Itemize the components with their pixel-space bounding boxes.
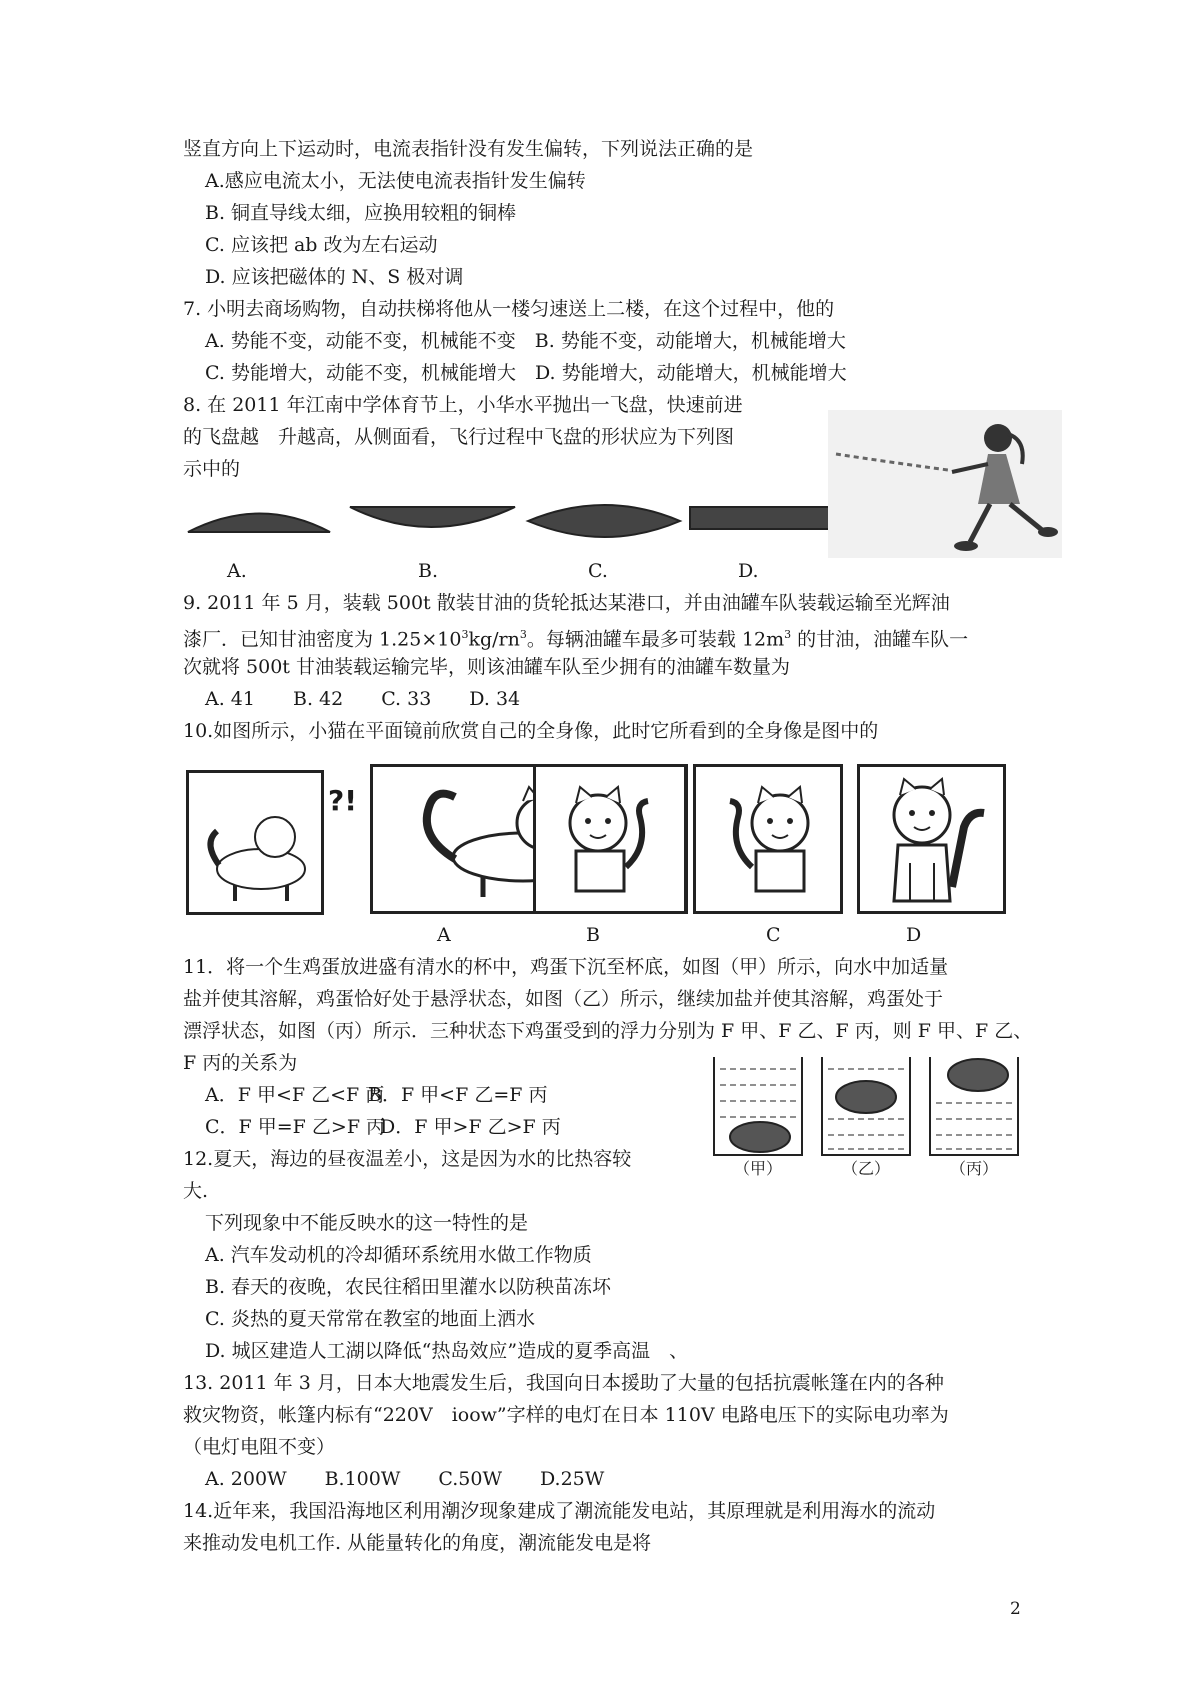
cup-yi	[822, 1057, 910, 1155]
q9-line2-part2: kg/rn	[468, 628, 520, 651]
q11-option-c: C．F 甲=F 乙>F 丙	[205, 1116, 386, 1138]
q11-option-d: D．F 甲>F 乙>F 丙	[380, 1116, 561, 1138]
q7-options-row1: A. 势能不变，动能不变，机械能不变 B. 势能不变，动能增大，机械能增大	[205, 330, 846, 352]
cat-option-b-picture	[533, 764, 687, 914]
q7-options-row2: C. 势能增大，动能不变，机械能增大 D. 势能增大，动能增大，机械能增大	[205, 362, 847, 384]
q8-label-b: B.	[418, 560, 439, 582]
q10-label-a: A	[437, 924, 451, 946]
q11-line3: 漂浮状态，如图（丙）所示．三种状态下鸡蛋受到的浮力分别为 F 甲、F 乙、F 丙，则 F 甲、F 乙、	[183, 1020, 1033, 1042]
q11-option-a: A．F 甲<F 乙<F 丙	[205, 1084, 385, 1106]
q10-label-b: B	[586, 924, 600, 946]
cat-option-c-picture	[693, 764, 843, 914]
q6-option-d: D. 应该把磁体的 N、S 极对调	[205, 266, 464, 288]
q9-line2-part3: 。每辆油罐车最多可装载 12m	[526, 628, 785, 651]
cat-front-view-c-drawing	[696, 767, 840, 911]
cup-label-jia: （甲）	[734, 1159, 783, 1178]
frisbee-shape-d	[690, 507, 830, 529]
q10-label-d: D	[906, 924, 922, 946]
q12-option-d: D. 城区建造人工湖以降低“热岛效应”造成的夏季高温 、	[205, 1340, 689, 1362]
q6-option-a: A.感应电流太小，无法使电流表指针发生偏转	[205, 170, 586, 192]
q14-line1: 14.近年来，我国沿海地区利用潮汐现象建成了潮流能发电站，其原理就是利用海水的流动	[183, 1500, 936, 1522]
q11-option-b: B．F 甲<F 乙=F 丙	[368, 1084, 548, 1106]
q12-line3: 下列现象中不能反映水的这一特性的是	[205, 1212, 529, 1234]
frisbee-shape-b	[350, 507, 515, 527]
q13-line1: 13. 2011 年 3 月，日本大地震发生后，我国向日本援助了大量的包括抗震帐篷在内的各种	[183, 1372, 944, 1394]
cat-option-d-picture	[857, 764, 1006, 914]
q8-label-d: D.	[738, 560, 759, 582]
mirror-scene-picture	[186, 770, 324, 915]
page-number: 2	[1010, 1599, 1021, 1619]
q9-line2-sup: 3	[461, 628, 469, 641]
q11-line2: 盐并使其溶解，鸡蛋恰好处于悬浮状态，如图（乙）所示，继续加盐并使其溶解，鸡蛋处于	[183, 988, 944, 1010]
q13-line2: 救灾物资，帐篷内标有“220V ioow”字样的电灯在日本 110V 电路电压下的实际电功率为	[183, 1404, 949, 1426]
q12-line1: 12.夏天，海边的昼夜温差小，这是因为水的比热容较	[183, 1148, 632, 1170]
cat-sitting-view-drawing	[860, 767, 1003, 911]
q9-line2-part4: 的甘油，油罐车队一	[791, 628, 969, 651]
q12-line2: 大.	[183, 1180, 209, 1202]
q9-line2	[183, 622, 968, 652]
frisbee-shape-a	[188, 514, 330, 533]
q10-label-c: C	[766, 924, 781, 946]
q13-line3: （电灯电阻不变）	[183, 1436, 336, 1458]
q10-stem: 10.如图所示，小猫在平面镜前欣赏自己的全身像，此时它所看到的全身像是图中的	[183, 720, 879, 742]
q14-line2: 来推动发电机工作. 从能量转化的角度，潮流能发电是将	[183, 1532, 652, 1554]
q7-stem: 7. 小明去商场购物，自动扶梯将他从一楼匀速送上二楼，在这个过程中，他的	[183, 298, 835, 320]
q6-stem: 竖直方向上下运动时，电流表指针没有发生偏转，下列说法正确的是	[183, 138, 754, 160]
q6-option-c: C. 应该把 ab 改为左右运动	[205, 234, 438, 256]
frisbee-shape-c	[528, 505, 680, 537]
q13-options: A. 200W B.100W C.50W D.25W	[205, 1468, 605, 1490]
cat-front-view-b-drawing	[536, 767, 684, 911]
q12-option-a: A. 汽车发动机的冷却循环系统用水做工作物质	[205, 1244, 592, 1266]
cup-jia	[714, 1057, 802, 1155]
q8-label-a: A.	[227, 560, 247, 582]
q9-line2-sup2: 3	[519, 628, 527, 641]
q12-option-b: B. 春天的夜晚，农民往稻田里灌水以防秧苗冻坏	[205, 1276, 612, 1298]
egg-sunk	[730, 1122, 790, 1152]
egg-floating	[948, 1059, 1008, 1091]
q8-line2: 的飞盘越 升越高，从侧面看，飞行过程中飞盘的形状应为下列图	[183, 426, 735, 448]
q9-line3: 次就将 500t 甘油装载运输完毕，则该油罐车队至少拥有的油罐车数量为	[183, 656, 790, 678]
q6-option-b: B. 铜直导线太细，应换用较粗的铜棒	[205, 202, 517, 224]
frisbee-shapes-figure	[180, 495, 820, 545]
q11-line1: 11．将一个生鸡蛋放进盛有清水的杯中，鸡蛋下沉至杯底，如图（甲）所示，向水中加适量	[183, 956, 949, 978]
egg-suspended	[836, 1081, 896, 1113]
girl-throwing-frisbee-picture	[828, 410, 1062, 558]
q9-line1: 9. 2011 年 5 月，装载 500t 散装甘油的货轮抵达某港口，并由油罐车队装载运输至光辉油	[183, 592, 950, 614]
q9-line2-part1: 漆厂．已知甘油密度为 1.25×10	[183, 628, 462, 651]
q11-line4: F 丙的关系为	[183, 1052, 298, 1074]
cup-bing	[930, 1057, 1018, 1155]
q8-line1: 8. 在 2011 年江南中学体育节上，小华水平抛出一飞盘，快速前进	[183, 394, 743, 416]
q9-options: A. 41 B. 42 C. 33 D. 34	[205, 688, 521, 710]
cup-label-bing: （丙）	[950, 1159, 999, 1178]
question-exclamation-mark: ?!	[328, 784, 358, 817]
cup-label-yi: （乙）	[842, 1159, 891, 1178]
q8-line3: 示中的	[183, 458, 241, 480]
cat-back-view-drawing	[189, 773, 321, 912]
q9-line2-sup3: 3	[784, 628, 792, 641]
q8-label-c: C.	[588, 560, 608, 582]
q12-option-c: C. 炎热的夏天常常在教室的地面上洒水	[205, 1308, 535, 1330]
